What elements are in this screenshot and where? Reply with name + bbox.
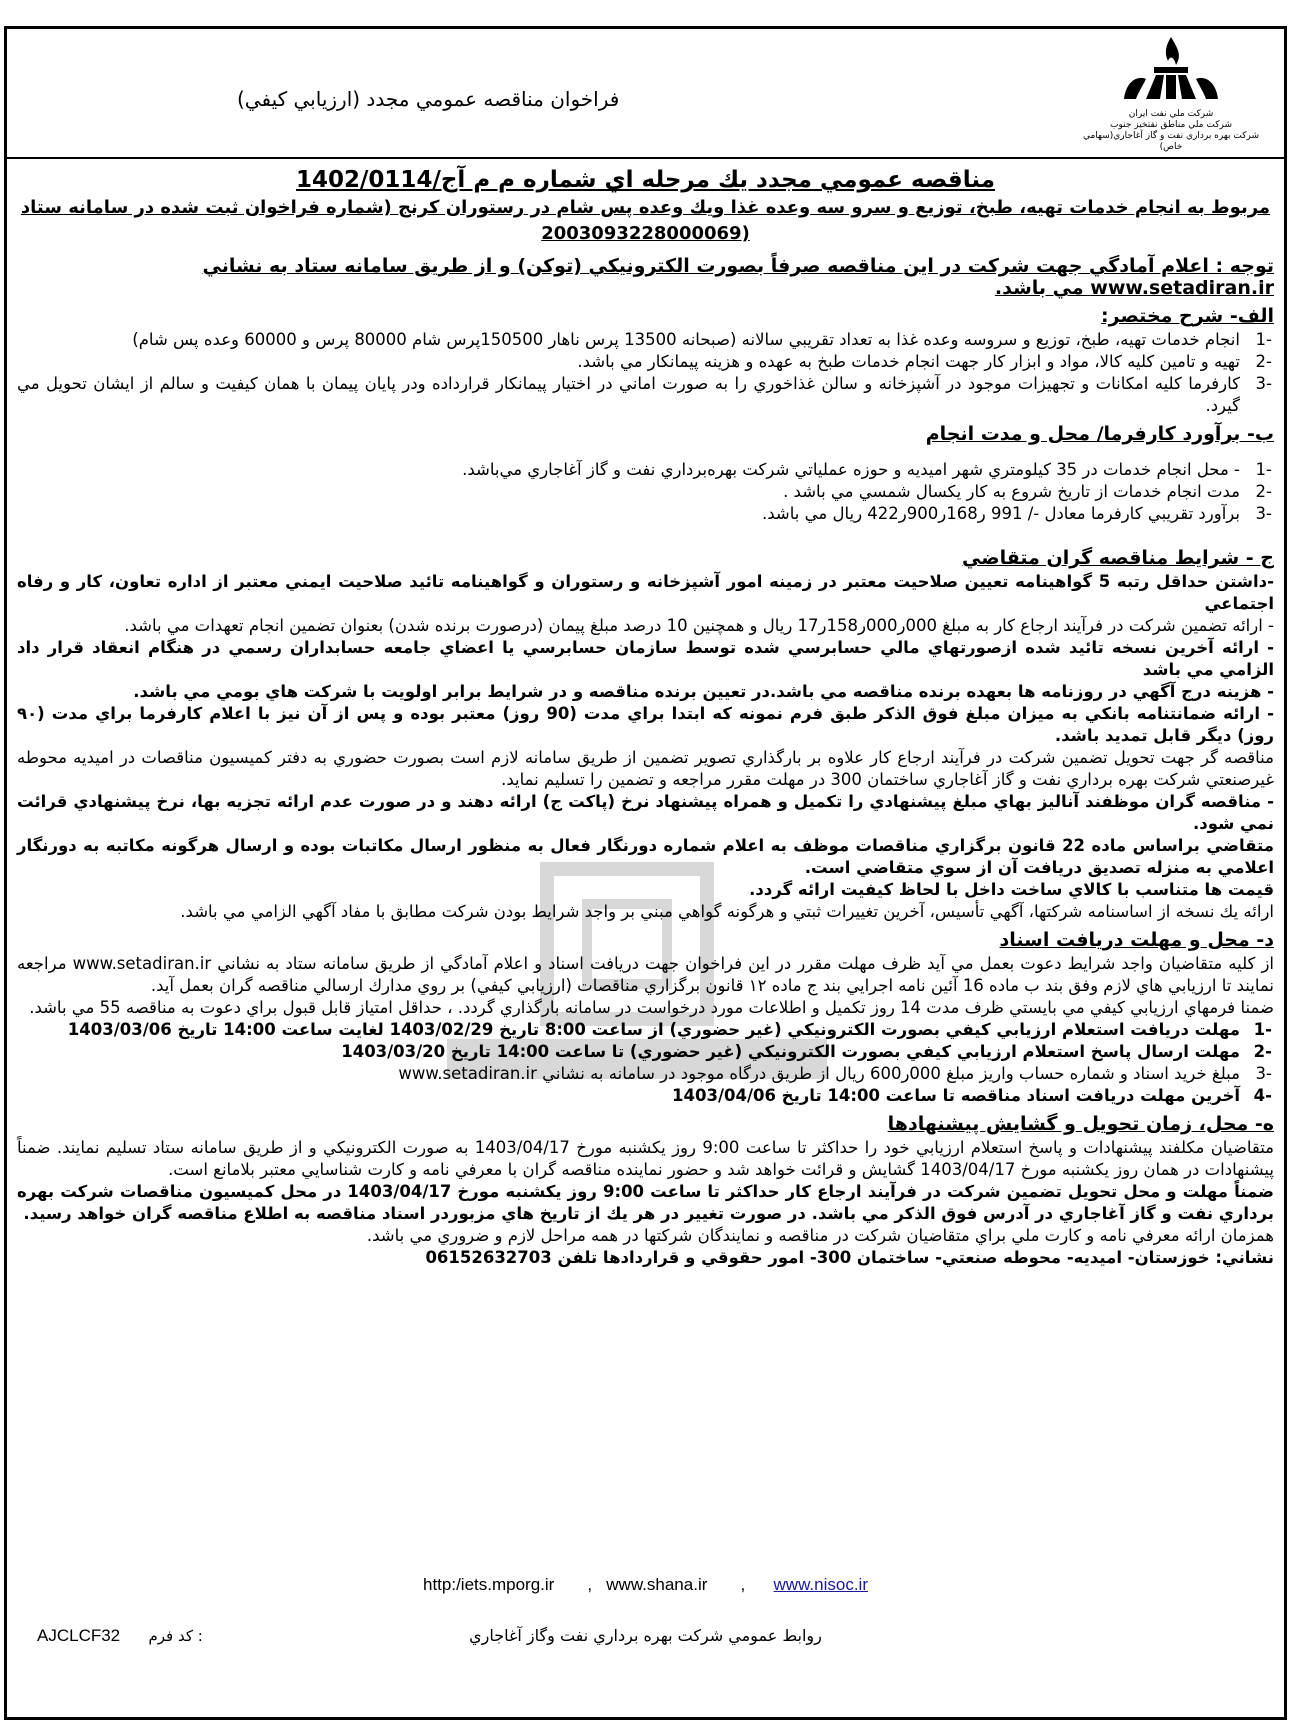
tender-subtitle: مربوط به انجام خدمات تهيه، طبخ، توزيع و سرو سه وعده غذا ويك وعده پس شام در رستوران كرنج (شماره فراخوان ثبت شده در سامانه ستاد (2003093228000069 xyxy=(20,197,1271,244)
section-a-item: -3 كارفرما كليه امكانات و تجهيزات موجود در آشپزخانه و سالن غذاخوري را به صورت اماني در اختيار پيمانكار قرارداده ودر پايان پيمان با همان كيفيت و سالم از ايشان تحويل مي گيرد. xyxy=(17,374,1272,415)
section-c-para: - ارائه ضمانتنامه بانكي به ميزان مبلغ فوق الذكر طبق فرم نمونه كه ابتدا براي مدت (90 روز) معتبر بوده و پس از آن نيز با اعلام كارفرما براي مدت (۹۰ روز) ديگر قابل تمديد باشد. xyxy=(17,704,1274,745)
section-d-item: -3 مبلغ خريد اسناد و شماره حساب واريز مبلغ 000ر600 ريال از طريق درگاه موجود در سامانه به نشاني www.setadiran.ir xyxy=(398,1064,1272,1083)
link-shana[interactable]: www.shana.ir xyxy=(606,1575,708,1594)
section-b-item: -1 - محل انجام خدمات در 35 كيلومتري شهر اميديه و حوزه عملياتي شركت بهره‌برداري نفت و گاز آغاجاري مي‌باشد. xyxy=(462,460,1272,479)
section-c-para: - ارائه آخرين نسخه تائيد شده ازصورتهاي مالي حسابرسي شده توسط سازمان حسابرسي يا اعضاي جامعه حسابداران رسمي در هنگام انعقاد قرار داد الزامي مي باشد xyxy=(17,638,1274,679)
document-frame xyxy=(4,26,1287,1720)
logo-line-2: شركت ملي مناطق نفتخيز جنوب xyxy=(1110,120,1232,130)
section-a-heading: الف- شرح مختصر: xyxy=(1101,305,1274,327)
link-iets[interactable]: http:/iets.mporg.ir xyxy=(422,1575,555,1594)
footer-links: http:/iets.mporg.ir , www.shana.ir , www.nisoc.ir xyxy=(422,1575,868,1594)
section-b-item: -2 مدت انجام خدمات از تاريخ شروع به كار يكسال شمسي مي باشد . xyxy=(783,482,1272,501)
section-c-para: - هزينه درج آگهي در روزنامه ها بعهده برنده مناقصه مي باشد.در تعيين برنده مناقصه و در شرايط برابر اولويت با شركت هاي بومي مي باشد. xyxy=(133,682,1274,701)
section-b-item: -3 برآورد تقريبي كارفرما معادل -/ 991 ر168ر900ر422 ريال مي باشد. xyxy=(762,504,1272,523)
logo-line-1: شركت ملي نفت ايران xyxy=(1128,109,1214,119)
section-e-para: نشاني: خوزستان- اميديه- محوطه صنعتي- ساختمان 300- امور حقوقي و قراردادها تلفن 06152632703 xyxy=(425,1248,1274,1267)
section-c-para: - مناقصه گران موظفند آناليز بهاي مبلغ پيشنهادي را تكميل و همراه پيشنهاد نرخ (پاكت ج) ارائه دهند و در صورت عدم ارائه تجزيه بها، نرخ پيشنهادي قرائت نمي شود. xyxy=(17,792,1274,833)
nioc-flame-icon xyxy=(1116,35,1226,103)
section-c-para: -داشتن حداقل رتبه 5 گواهينامه تعيين صلاحيت معتبر در زمينه امور آشپزخانه و رستوران و گواهينامه تائيد صلاحيت ايمني معتبر از اداره تعاون، كار و رفاه اجتماعي xyxy=(17,572,1274,613)
section-d-item: -4 آخرين مهلت دريافت اسناد مناقصه تا ساعت 14:00 تاريخ 1403/04/06 xyxy=(672,1086,1272,1105)
link-nisoc[interactable]: www.nisoc.ir xyxy=(773,1575,868,1594)
notice: توجه : اعلام آمادگي جهت شركت در اين مناقصه صرفاً بصورت الكترونيكي (توكن) و از طريق سامانه ستاد به نشاني www.setadiran.ir مي باشد. xyxy=(202,255,1274,299)
section-b-heading: ب- برآورد كارفرما/ محل و مدت انجام xyxy=(925,423,1274,445)
section-e-heading: ه- محل، زمان تحويل و گشايش پيشنهادها xyxy=(887,1113,1274,1135)
section-c-para: - ارائه تضمين شركت در فرآيند ارجاع كار به مبلغ 000ر000ر158ر17 ريال و همچنين 10 درصد مبلغ پيمان (درصورت برنده شدن) بعنوان تضمين انجام تعهدات مي باشد. xyxy=(124,616,1274,635)
section-a-item: -2 تهيه و تامين كليه كالا، مواد و ابزار كار جهت انجام خدمات طبخ به عهده و هزينه پيمانكار مي باشد. xyxy=(577,352,1272,371)
section-e-para: متقاضيان مكلفند پيشنهادات و پاسخ استعلام ارزيابي خود را حداكثر تا ساعت 9:00 روز يكشنبه مورخ 1403/04/17 به صورت الكترونيكي و از طريق سامانه ستاد تسليم نمايند. ضمناً پيشنهادات در همان روز يكشنبه مورخ 1403/04/17 گشايش و قرائت خواهد شد و حضور نماينده مناقصه گران با معرفي نامه و كارت شناسايي معتبر بلامانع است. xyxy=(17,1138,1275,1179)
section-c-para: قيمت ها متناسب با كالاي ساخت داخل با لحاظ كيفيت ارائه گردد. xyxy=(749,880,1274,899)
section-c-heading: ج - شرايط مناقصه گران متقاضي xyxy=(962,547,1274,569)
section-a-item: -1 انجام خدمات تهيه، طبخ، توزيع و سروسه وعده غذا به تعداد تقريبي سالانه (صبحانه 13500 پرس ناهار 150500پرس شام 80000 پرس و 60000 وعده پس شام) xyxy=(132,330,1272,349)
company-logo xyxy=(1076,35,1266,153)
footer-bottom xyxy=(7,1626,1284,1656)
header xyxy=(7,29,1284,159)
section-d-para: از كليه متقاضيان واجد شرايط دعوت بعمل مي آيد ظرف مهلت مقرر در اين فراخوان جهت دريافت اسناد و اعلام آمادگي از طريق سامانه ستاد به نشاني www.setadiran.ir مراجعه نمايند تا ارزيابي هاي لازم وفق بند ب ماده 16 آئين نامه اجرايي بند ج ماده ۱۲ قانون برگزاري مناقصات (ارزيابي كيفي) بر روي مدارك ارسالي مناقصه گران بعمل آيد. xyxy=(17,954,1274,995)
section-c-para: ارائه يك نسخه از اساسنامه شركتها، آگهي تأسيس، آخرين تغييرات ثبتي و هرگونه گواهي مبني بر واجد شرايط بودن شركت مطابق با مفاد آگهي الزامي مي باشد. xyxy=(180,902,1274,921)
section-c-para: متقاضي براساس ماده 22 قانون برگزاري مناقصات موظف به اعلام شماره دورنگار فعال به منظور ارسال مكاتبات بوده و ارسال هرگونه مكاتبه به دورنگار اعلامي به منزله تصديق دريافت آن از سوي متقاضي است. xyxy=(17,836,1274,877)
header-title: فراخوان مناقصه عمومي مجدد (ارزيابي كيفي) xyxy=(237,87,620,111)
logo-line-3: شركت بهره برداري نفت و گاز آغاجاري(سهامي خاص) xyxy=(1082,131,1260,152)
section-d-heading: د- محل و مهلت دريافت اسناد xyxy=(999,929,1274,951)
document-body xyxy=(17,165,1274,1269)
section-d-item: -1 مهلت دريافت استعلام ارزيابي كيفي بصورت الكترونيكي (غير حضوري) از ساعت 8:00 تاريخ 1403/02/29 لغايت ساعت 14:00 تاريخ 1403/03/06 xyxy=(67,1020,1272,1039)
public-relations-signature: روابط عمومي شركت بهره برداري نفت وگاز آغاجاري xyxy=(469,1626,822,1645)
section-c-para: مناقصه گر جهت تحويل تضمين شركت در فرآيند ارجاع كار علاوه بر بارگذاري تصوير تضمين از طريق سامانه لازم است بصورت حضوري به دفتر كميسيون مناقصات در اميديه محوطه غيرصنعتي شركت بهره برداري نفت و گاز آغاجاري ساختمان 300 در مهلت مقرر مراجعه و تضمين را تسليم نمايد. xyxy=(17,748,1274,789)
tender-title: مناقصه عمومي مجدد يك مرحله اي شماره م م آج/1402/0114 xyxy=(296,167,995,193)
section-d-para: ضمنا فرمهاي ارزيابي كيفي مي بايستي ظرف مدت 14 روز تكميل و اطلاعات مورد درخواست در سامانه بارگذاري گردد. ، حداقل امتياز قابل قبول براي دعوت به مناقصه 55 مي باشد. xyxy=(29,998,1274,1017)
section-e-para: همزمان ارائه معرفي نامه و كارت ملي براي متقاضيان شركت در مناقصه و نمايندگان شركتها در همه مراحل لازم و ضروري مي باشد. xyxy=(366,1226,1274,1245)
form-code: AJCLCF32 كد فرم : xyxy=(37,1626,203,1645)
section-d-item: -2 مهلت ارسال پاسخ استعلام ارزيابي كيفي بصورت الكترونيكي (غير حضوري) تا ساعت 14:00 تاريخ 1403/03/20 xyxy=(341,1042,1272,1061)
section-e-para: ضمناً مهلت و محل تحويل تضمين شركت در فرآيند ارجاع كار حداكثر تا ساعت 9:00 روز يكشنبه مورخ 1403/04/17 در محل كميسيون مناقصات شركت بهره برداري نفت و گاز آغاجاري در آدرس فوق الذكر مي باشد. در صورت تغيير در هر يك از تاريخ هاي مزبوردر اسناد مناقصه به اطلاع مناقصه گران خواهد رسيد. xyxy=(17,1182,1275,1223)
